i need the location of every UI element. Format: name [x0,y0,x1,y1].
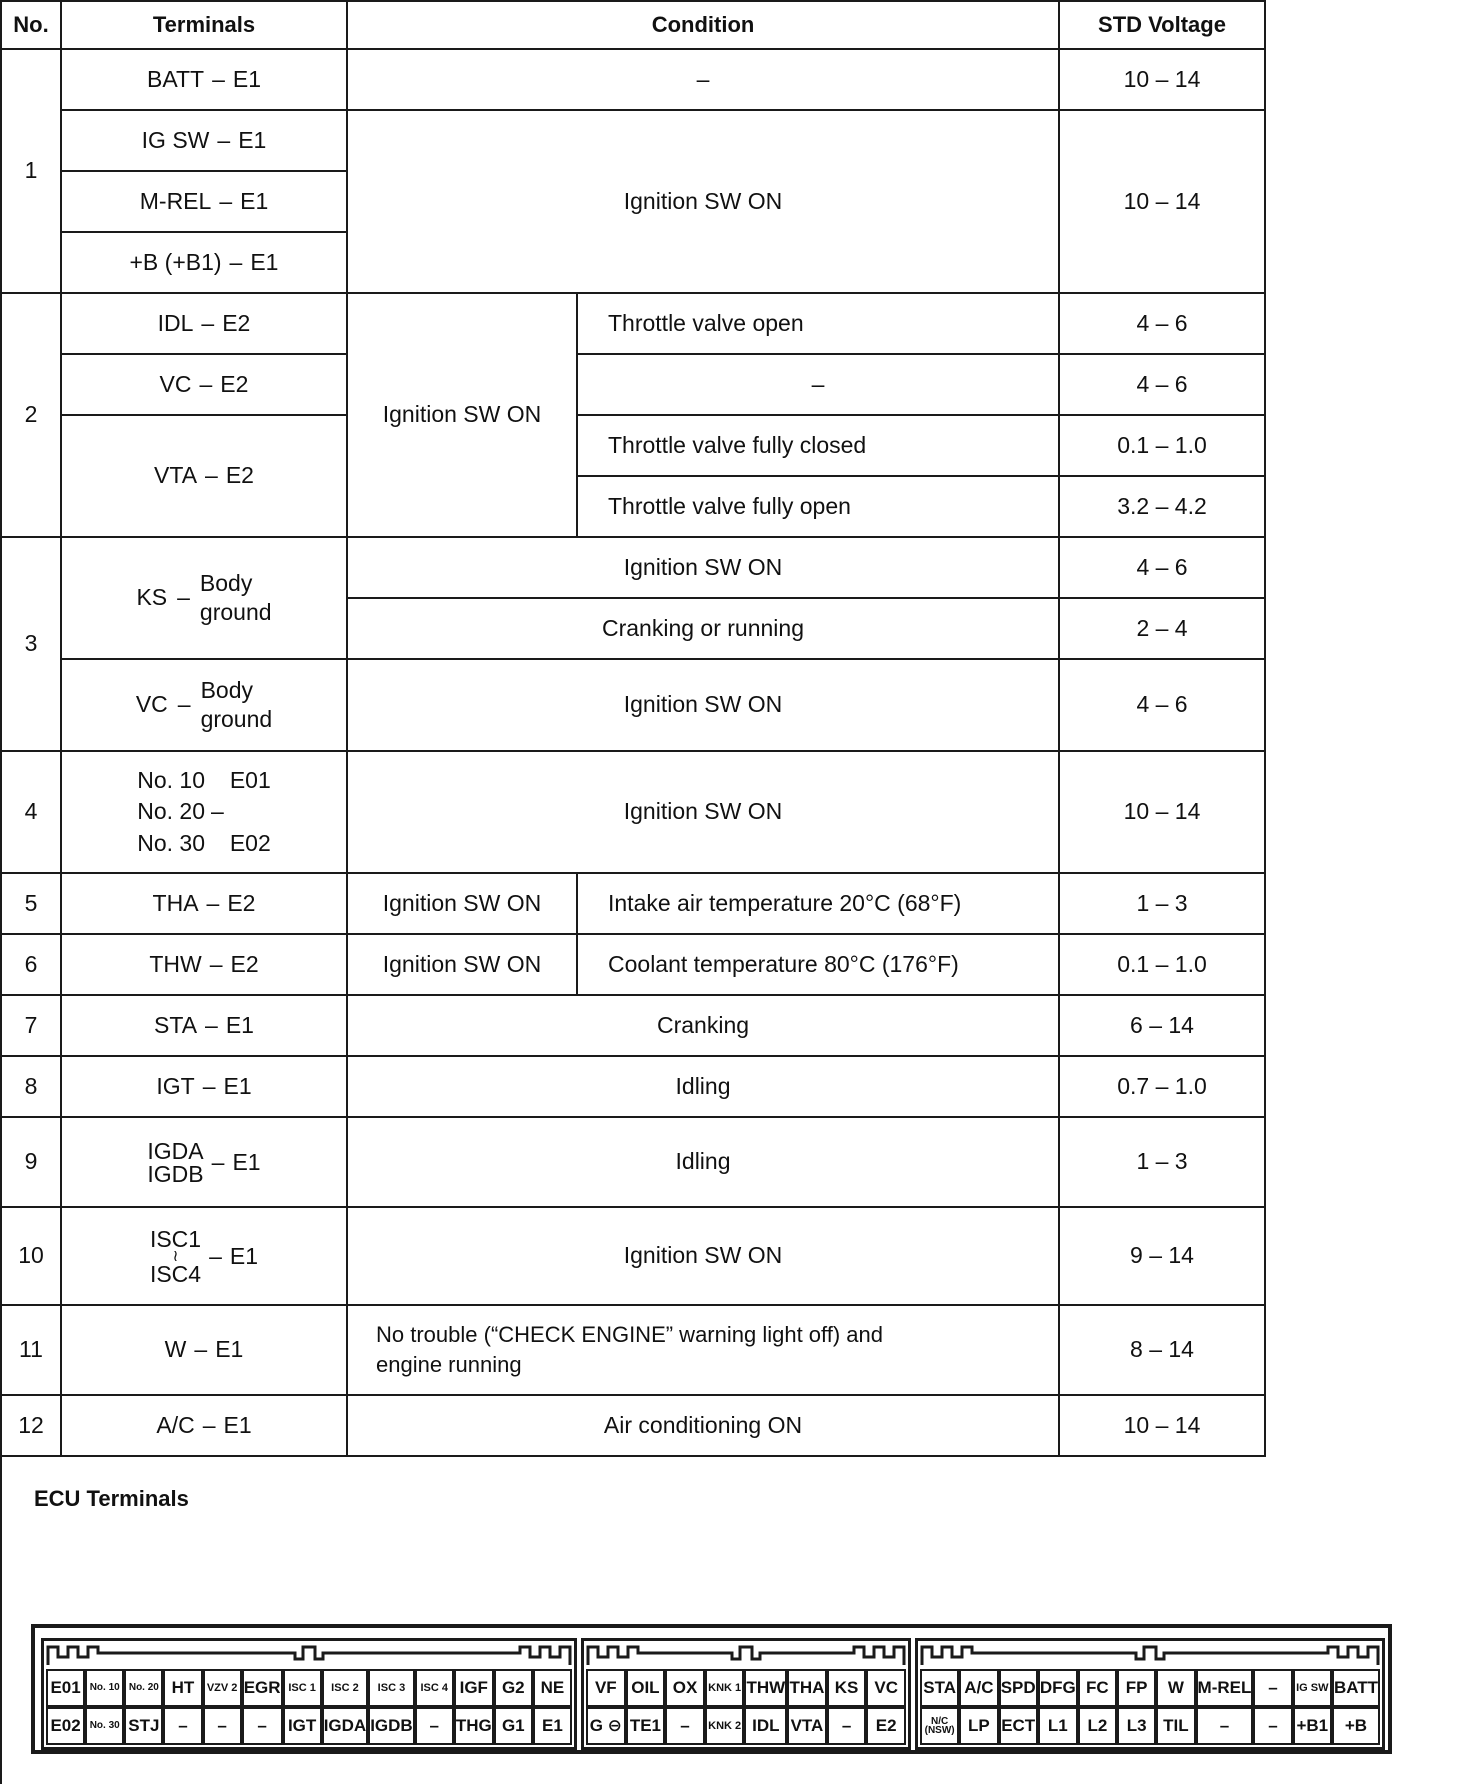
table-row [1,659,1265,751]
terminal-ref: E1 [240,187,269,214]
terminal-ref: E1 [232,65,261,92]
pin-grid [586,1669,906,1745]
terminal-ref: E1 [229,1243,259,1270]
latch-outline-icon [584,1641,908,1667]
sub-condition-cell: Throttle valve fully closed [577,415,1059,476]
ecu-pin: No. 10 [85,1669,124,1707]
ecu-pin: VF [586,1669,626,1707]
sub-condition-cell: Intake air temperature 20°C (68°F) [577,873,1059,934]
ecu-pin: L2 [1078,1707,1117,1745]
terminal-name: IGT [156,1072,195,1099]
terminal-name: IGDB [147,1161,204,1187]
terminal-cell [61,110,347,171]
voltage-cell: 10 – 14 [1059,49,1265,110]
voltage-cell: 8 – 14 [1059,1305,1265,1395]
voltage-cell: 4 – 6 [1059,354,1265,415]
ecu-pin: STJ [124,1707,163,1745]
table-row [1,415,1265,476]
ecu-pin: – [242,1707,283,1745]
sub-condition-cell: Throttle valve fully open [577,476,1059,537]
sub-condition-cell: Throttle valve open [577,293,1059,354]
ecu-pin: IG SW [1293,1669,1332,1707]
terminal-ref: E1 [223,1411,252,1438]
ecu-pin: THG [454,1707,494,1745]
condition-cell: Idling [347,1056,1059,1117]
header-voltage: STD Voltage [1059,1,1265,49]
ecu-pin: BATT [1332,1669,1380,1707]
ecu-pin: A/C [959,1669,998,1707]
voltage-cell: 4 – 6 [1059,293,1265,354]
dash: – [202,1411,216,1438]
ecu-pin: FC [1078,1669,1117,1707]
ecu-pin: – [665,1707,705,1745]
row-number: 4 [1,751,61,873]
ecu-pin: ISC 4 [415,1669,454,1707]
table-header-row [1,1,1265,49]
terminal-name: No. 30 [137,829,206,856]
row-number: 9 [1,1117,61,1207]
ecu-pin: IGT [283,1707,322,1745]
ecu-pin: – [163,1707,202,1745]
condition-cell: Air conditioning ON [347,1395,1059,1456]
row-number: 12 [1,1395,61,1456]
table-row [1,1395,1265,1456]
dash: – [219,187,233,214]
row-number: 6 [1,934,61,995]
table-row [1,1207,1265,1305]
dash: – [202,1072,216,1099]
terminal-name: THA [152,889,199,916]
ecu-pin: – [1253,1707,1292,1745]
terminal-ref: E2 [220,370,249,397]
row-number: 10 [1,1207,61,1305]
terminal-cell [61,995,347,1056]
latch-outline-icon [918,1641,1382,1667]
ecu-pin: SPD [999,1669,1038,1707]
ecu-pin: ISC 2 [322,1669,369,1707]
table-row [1,873,1265,934]
row-number: 1 [1,49,61,293]
ecu-pin: ISC 3 [368,1669,415,1707]
condition-line: engine running [376,1352,522,1377]
ecu-pin: – [827,1707,867,1745]
ecu-pin: G1 [494,1707,533,1745]
dash: – [209,1243,222,1270]
row-number: 8 [1,1056,61,1117]
ecu-pin: VTA [787,1707,827,1745]
ecu-pin: +B1 [1293,1707,1332,1745]
terminal-ref: E01 [229,767,271,794]
ecu-pin: STA [920,1669,959,1707]
range-symbol: ≀ [172,1247,179,1265]
terminal-name: M-REL [139,187,212,214]
ecu-pin: IDL [744,1707,787,1745]
table-row [1,995,1265,1056]
terminal-ref: ground [200,706,273,732]
sub-condition-cell: Coolant temperature 80°C (176°F) [577,934,1059,995]
voltage-cell: 4 – 6 [1059,659,1265,751]
condition-cell: Ignition SW ON [347,659,1059,751]
condition-cell: Cranking or running [347,598,1059,659]
condition-cell: Ignition SW ON [347,934,577,995]
voltage-cell: 0.7 – 1.0 [1059,1056,1265,1117]
terminal-name: IGDA [147,1138,204,1164]
ecu-pin: VZV 2 [203,1669,242,1707]
ecu-pin: No. 20 [124,1669,163,1707]
voltage-cell: 3.2 – 4.2 [1059,476,1265,537]
ecu-pin: NE [533,1669,572,1707]
row-number: 3 [1,537,61,751]
dash: – [209,950,223,977]
terminal-cell [61,1207,347,1305]
terminal-ref: E2 [222,309,251,336]
terminal-cell [61,1117,347,1207]
dash: – [217,126,231,153]
terminal-name: ISC4 [149,1261,202,1288]
row-number: 11 [1,1305,61,1395]
terminal-ref: E1 [215,1336,244,1363]
terminal-name: No. 20 [137,798,206,825]
ecu-pin: OIL [626,1669,666,1707]
ecu-pin: KNK 1 [705,1669,745,1707]
terminal-ref: E1 [225,1011,254,1038]
table-row [1,49,1265,110]
voltage-cell: 10 – 14 [1059,751,1265,873]
voltage-cell: 4 – 6 [1059,537,1265,598]
terminal-ref: E2 [227,889,256,916]
latch-path [922,1647,1378,1665]
condition-cell: – [347,49,1059,110]
ecu-pin: LP [959,1707,998,1745]
connector-block-3 [915,1638,1385,1750]
terminal-ref: ground [199,599,272,625]
connector-block-1 [41,1638,577,1750]
terminal-cell [61,1305,347,1395]
ecu-pin: E1 [533,1707,572,1745]
terminal-name: W [164,1336,187,1363]
latch-row [44,1641,574,1667]
latch-row [918,1641,1382,1667]
voltage-cell: 9 – 14 [1059,1207,1265,1305]
ecu-pin: IGDB [368,1707,415,1745]
table-row [1,751,1265,873]
dash: – [205,462,218,489]
table-row [1,1056,1265,1117]
terminal-ref: E1 [238,126,267,153]
ecu-pin: E01 [46,1669,85,1707]
voltage-cell: 6 – 14 [1059,995,1265,1056]
ecu-pin: – [415,1707,454,1745]
ecu-pin: – [1253,1669,1292,1707]
table-row [1,110,1265,171]
condition-cell: Cranking [347,995,1059,1056]
dash: – [177,691,191,718]
dash: – [206,889,220,916]
sub-condition-cell: – [577,354,1059,415]
terminal-cell [61,171,347,232]
ecu-pin: G2 [494,1669,533,1707]
ecu-pin: FP [1117,1669,1156,1707]
terminal-ref: Body [200,677,253,704]
header-no: No. [1,1,61,49]
terminal-ref: E2 [230,950,259,977]
dash: – [199,370,213,397]
terminal-cell [61,1395,347,1456]
latch-row [584,1641,908,1667]
dash: – [212,65,225,92]
condition-cell: Idling [347,1117,1059,1207]
terminal-cell [61,354,347,415]
ecu-pin: W [1156,1669,1195,1707]
terminal-name: STA [154,1011,198,1038]
table-row [1,1305,1265,1395]
condition-cell: Ignition SW ON [347,1207,1059,1305]
terminal-name: VTA [154,462,198,489]
row-number: 5 [1,873,61,934]
condition-cell: Ignition SW ON [347,537,1059,598]
terminal-cell [61,293,347,354]
pin-grid [920,1669,1380,1745]
dash: – [201,309,215,336]
terminal-ref: E1 [232,1149,261,1176]
terminal-cell [61,934,347,995]
ecu-pin: KNK 2 [705,1707,745,1745]
ecu-pin: L3 [1117,1707,1156,1745]
voltage-cell: 0.1 – 1.0 [1059,934,1265,995]
ecu-pin: DFG [1038,1669,1078,1707]
ecu-pin: THA [787,1669,827,1707]
header-terminals: Terminals [61,1,347,49]
ecu-pin: M-REL [1196,1669,1254,1707]
condition-cell: Ignition SW ON [347,110,1059,293]
ecu-pin: OX [665,1669,705,1707]
terminal-cell [61,873,347,934]
terminal-cell [61,1056,347,1117]
ecu-pin: – [203,1707,242,1745]
row-number: 7 [1,995,61,1056]
ecu-pin: N/C (NSW) [920,1707,959,1745]
header-condition: Condition [347,1,1059,49]
voltage-cell: 0.1 – 1.0 [1059,415,1265,476]
terminal-ref: E02 [229,829,271,856]
ecu-pin: HT [163,1669,202,1707]
ecu-pin: TE1 [626,1707,666,1745]
latch-outline-icon [44,1641,574,1667]
terminal-ref: E2 [225,462,254,489]
ecu-pin: IGF [454,1669,494,1707]
ecu-pin: E02 [46,1707,85,1745]
terminal-name: +B (+B1) [129,248,222,275]
table-row [1,293,1265,354]
terminal-ref: E1 [223,1072,252,1099]
terminal-cell [61,537,347,659]
terminal-name: VC [135,691,168,718]
table-row [1,934,1265,995]
terminal-cell [61,232,347,293]
condition-cell: Ignition SW ON [347,873,577,934]
voltage-cell: 1 – 3 [1059,1117,1265,1207]
ecu-pin: G ⊖ [586,1707,626,1745]
condition-cell [347,1305,1059,1395]
page-edge-rule [0,1456,2,1784]
latch-path [48,1647,570,1665]
dash: – [177,584,190,611]
terminal-name: THW [149,950,202,977]
ecu-pin: TIL [1156,1707,1195,1745]
terminal-ref: E1 [250,248,279,275]
terminal-name: BATT [146,65,205,92]
ecu-connector-diagram [31,1624,1392,1754]
dash: – [211,798,224,825]
dash: – [229,248,243,275]
terminal-ref: Body [199,570,253,597]
voltage-cell: 10 – 14 [1059,110,1265,293]
ecu-pin: +B [1332,1707,1380,1745]
voltage-cell: 1 – 3 [1059,873,1265,934]
row-number: 2 [1,293,61,537]
terminal-name: IDL [157,309,194,336]
terminal-cell [61,659,347,751]
ecu-pin: KS [827,1669,867,1707]
condition-cell: Ignition SW ON [347,293,577,537]
pin-grid [46,1669,572,1745]
ecu-pin: ECT [999,1707,1038,1745]
terminal-name: A/C [156,1411,195,1438]
table-row [1,354,1265,415]
ecu-pin: ISC 1 [283,1669,322,1707]
ecu-pin: E2 [866,1707,906,1745]
terminal-name: KS [136,584,168,611]
condition-line: No trouble (“CHECK ENGINE” warning light off) and [376,1322,884,1348]
terminal-cell [61,751,347,873]
terminal-name: VC [159,370,192,397]
ecu-pin: No. 30 [85,1707,124,1745]
table-row [1,1117,1265,1207]
voltage-cell: 10 – 14 [1059,1395,1265,1456]
ecu-pin: EGR [242,1669,283,1707]
terminal-cell [61,49,347,110]
ecu-pin: – [1196,1707,1254,1745]
latch-path [588,1647,904,1665]
ecu-terminals-heading: ECU Terminals [34,1486,189,1511]
ecu-pin: IGDA [322,1707,369,1745]
ecu-pin: THW [744,1669,787,1707]
voltage-cell: 2 – 4 [1059,598,1265,659]
dash: – [211,1149,225,1176]
ecu-pin: VC [866,1669,906,1707]
terminal-cell [61,415,347,537]
terminal-name: IG SW [141,126,210,153]
connector-block-2 [581,1638,911,1750]
table-row [1,537,1265,598]
ecu-pin: L1 [1038,1707,1078,1745]
terminal-name: No. 10 [137,767,206,794]
condition-cell: Ignition SW ON [347,751,1059,873]
dash: – [205,1011,218,1038]
terminal-name: ISC1 [149,1225,202,1252]
dash: – [194,1336,208,1363]
